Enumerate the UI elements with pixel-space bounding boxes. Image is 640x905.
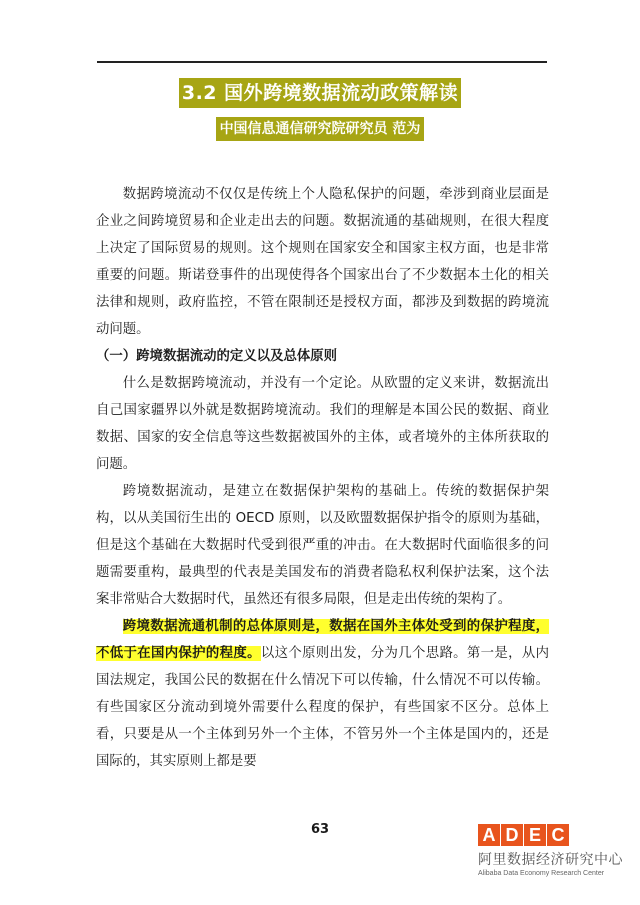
author-line: 中国信息通信研究院研究员 范为 <box>216 117 425 141</box>
article-body <box>96 181 549 775</box>
subsection-heading: （一）跨境数据流动的定义以及总体原则 <box>96 349 338 364</box>
highlighted-principle: 跨境数据流通机制的总体原则是，数据在国外主体处受到的保护程度，不低于在国内保护的程度。 <box>96 619 549 661</box>
subtitle-container <box>0 117 640 141</box>
header-rule <box>97 61 547 63</box>
logo-letter-d: D <box>501 824 523 846</box>
paragraph-principle-rest: 以这个原则出发，分为几个思路。第一是，从内国法规定，我国公民的数据在什么情况下可以传输，什么情况不可以传输。有些国家区分流动到境外需要什么程度的保护，有些国家不区分。总体上看，只要是从一个主体到另外一个主体，不管另外一个主体是国内的，还是国际的，其实原则上都是要 <box>96 646 550 769</box>
paragraph-principle <box>96 613 549 775</box>
logo-letter-e: E <box>524 824 546 846</box>
paragraph-framework: 跨境数据流动，是建立在数据保护架构的基础上。传统的数据保护架构，以从美国衍生出的 OECD 原则，以及欧盟数据保护指令的原则为基础，但是这个基础在大数据时代受到很严重的冲击。在大数据时代面临很多的问题需要重构，最典型的代表是美国发布的消费者隐私权利保护法案，这个法案非常贴合大数据时代，虽然还有很多局限，但是走出传统的架构了。 <box>96 484 549 607</box>
paragraph-intro: 数据跨境流动不仅仅是传统上个人隐私保护的问题，牵涉到商业层面是企业之间跨境贸易和企业走出去的问题。数据流通的基础规则，在很大程度上决定了国际贸易的规则。这个规则在国家安全和国家主权方面，也是非常重要的问题。斯诺登事件的出现使得各个国家出台了不少数据本土化的相关法律和规则，政府监控，不管在限制还是授权方面，都涉及到数据的跨境流动问题。 <box>96 187 549 337</box>
logo-letter-c: C <box>547 824 569 846</box>
title-container <box>0 78 640 108</box>
adec-logo <box>478 824 628 877</box>
section-title: 3.2 国外跨境数据流动政策解读 <box>179 78 461 108</box>
logo-english-name: Alibaba Data Economy Research Center <box>478 870 605 877</box>
logo-chinese-name: 阿里数据经济研究中心 <box>478 852 623 868</box>
paragraph-definition: 什么是数据跨境流动，并没有一个定论。从欧盟的定义来讲，数据流出自己国家疆界以外就是数据跨境流动。我们的理解是本国公民的数据、商业数据、国家的安全信息等这些数据被国外的主体，或者境外的主体所获取的问题。 <box>96 376 549 472</box>
logo-letter-a: A <box>478 824 500 846</box>
logo-letter-row <box>478 824 628 846</box>
page-number: 63 <box>310 822 330 837</box>
